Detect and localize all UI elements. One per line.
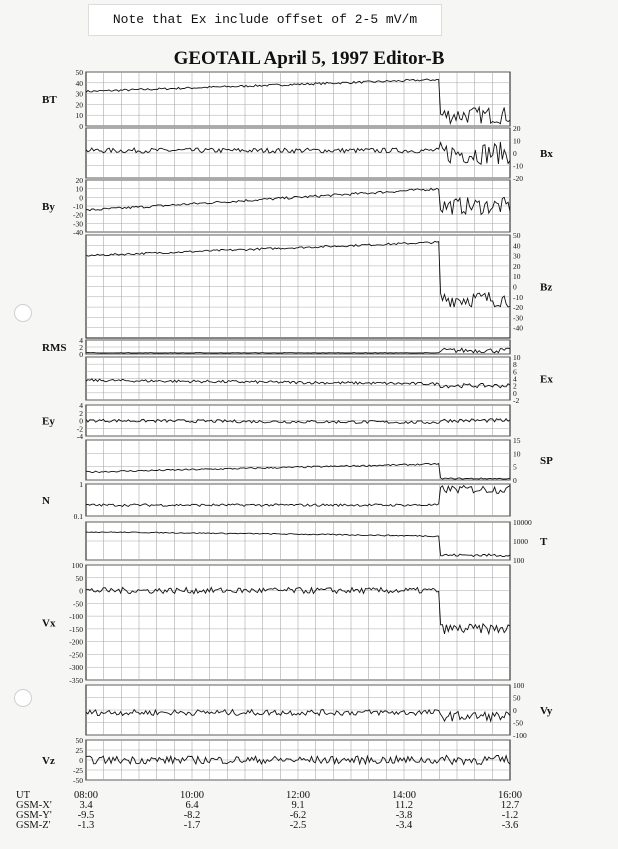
panel-label: By [42, 201, 55, 213]
tick-label: 50 [75, 736, 83, 745]
panel-label: RMS [42, 342, 67, 354]
tick-label: -200 [69, 637, 83, 647]
orbit-value: 3.4 [79, 800, 93, 811]
tick-label: -50 [73, 776, 83, 785]
orbit-value: -1.7 [183, 820, 201, 831]
tick-label: -40 [73, 228, 83, 237]
tick-label: 10 [75, 184, 83, 194]
tick-label: -30 [73, 219, 83, 229]
tick-label: 8 [513, 360, 517, 370]
panel-label: N [42, 495, 50, 507]
tick-label: 50 [513, 231, 521, 240]
tick-label: -20 [513, 174, 523, 183]
orbit-value: 14:00 [392, 790, 416, 801]
orbit-value: 6.4 [185, 800, 199, 811]
panel-label: T [540, 536, 548, 548]
panel-label: BT [42, 94, 57, 106]
tick-label: -40 [513, 323, 523, 333]
tick-label: 0 [79, 416, 83, 426]
tick-label: -300 [69, 663, 83, 673]
tick-label: 10 [513, 353, 521, 362]
tick-label: 5 [513, 462, 517, 472]
panel-label: Ey [42, 415, 55, 428]
tick-label: 0 [513, 476, 517, 485]
panel-label: Vx [42, 617, 56, 630]
tick-label: 1000 [513, 537, 528, 546]
tick-label: -250 [69, 650, 83, 660]
tick-label: 20 [513, 124, 521, 133]
tick-label: 10 [513, 272, 521, 282]
tick-label: 0 [79, 350, 83, 359]
tick-label: -50 [73, 599, 83, 609]
panel-label: Bx [540, 148, 553, 160]
tick-label: 25 [75, 746, 83, 755]
tick-label: -50 [513, 718, 523, 728]
tick-label: 1 [79, 480, 83, 489]
tick-label: 10 [513, 449, 521, 459]
tick-label: -20 [513, 303, 523, 313]
tick-label: 50 [513, 693, 521, 703]
orbit-row-label: GSM-Y' [16, 810, 52, 821]
orbit-value: -2.5 [289, 820, 307, 831]
tick-label: 100 [513, 556, 525, 565]
tick-label: -30 [513, 313, 523, 323]
tick-label: 20 [513, 261, 521, 271]
tick-label: -100 [513, 731, 527, 740]
tick-label: -2 [513, 396, 520, 405]
tick-label: -20 [73, 210, 83, 220]
orbit-value: 08:00 [74, 790, 98, 801]
tick-label: -10 [513, 161, 523, 171]
tick-label: 4 [513, 374, 517, 384]
tick-label: 15 [513, 436, 521, 445]
tick-label: 4 [79, 401, 83, 410]
tick-label: 0 [79, 756, 83, 765]
orbit-value: 10:00 [180, 790, 204, 801]
orbit-row-label: UT [16, 790, 30, 801]
tick-label: 20 [75, 176, 83, 185]
tick-label: 20 [75, 100, 83, 110]
tick-label: 0.1 [73, 512, 83, 521]
tick-label: 0 [513, 706, 517, 715]
tick-label: -25 [73, 766, 83, 775]
tick-label: -4 [76, 432, 83, 441]
tick-label: -10 [513, 292, 523, 302]
orbit-value: -1.3 [77, 820, 95, 831]
tick-label: 10 [513, 136, 521, 146]
panel-label: SP [540, 455, 553, 467]
tick-label: 50 [75, 573, 83, 583]
tick-label: 2 [79, 343, 83, 352]
panel-label: Vz [42, 755, 55, 767]
panel-label: Bz [540, 281, 553, 294]
orbit-value: 12:00 [286, 790, 310, 801]
tick-label: 0 [79, 586, 83, 596]
tick-label: 2 [513, 381, 517, 391]
tick-label: 30 [513, 251, 521, 261]
tick-label: 100 [71, 561, 83, 570]
tick-label: 30 [75, 89, 83, 99]
tick-label: 6 [513, 367, 517, 377]
tick-label: -100 [69, 612, 83, 622]
tick-label: -350 [69, 676, 83, 685]
orbit-value: 16:00 [498, 790, 522, 801]
tick-label: 50 [75, 68, 83, 77]
tick-label: 100 [513, 681, 525, 690]
note-banner: Note that Ex include offset of 2-5 mV/m [88, 4, 442, 36]
orbit-value: -8.2 [183, 810, 201, 821]
orbit-value: 11.2 [395, 800, 413, 811]
orbit-value: -3.8 [395, 810, 413, 821]
chart-title: GEOTAIL April 5, 1997 Editor-B [173, 48, 445, 69]
orbit-value: -3.4 [395, 820, 413, 831]
tick-label: 2 [79, 408, 83, 418]
tick-label: 10 [75, 111, 83, 121]
panel-label: Ex [540, 373, 553, 386]
orbit-value: 9.1 [291, 800, 305, 811]
tick-label: 40 [75, 78, 83, 88]
tick-label: -2 [76, 424, 83, 434]
tick-label: 10000 [513, 518, 532, 527]
tick-label: 40 [513, 241, 521, 251]
panel-label: Vy [540, 705, 553, 717]
tick-label: 0 [79, 193, 83, 203]
orbit-value: -9.5 [77, 810, 95, 821]
tick-label: 0 [513, 282, 517, 292]
orbit-value: 12.7 [500, 800, 520, 811]
orbit-value: -3.6 [501, 820, 519, 831]
tick-label: 0 [513, 388, 517, 398]
tick-label: 0 [513, 149, 517, 158]
tick-label: 0 [79, 122, 83, 131]
orbit-row-label: GSM-Z' [16, 820, 51, 831]
orbit-value: -6.2 [289, 810, 307, 821]
orbit-value: -1.2 [501, 810, 519, 821]
tick-label: -10 [73, 202, 83, 211]
tick-label: -150 [69, 624, 83, 634]
orbit-row-label: GSM-X' [16, 800, 52, 811]
tick-label: 4 [79, 336, 83, 345]
